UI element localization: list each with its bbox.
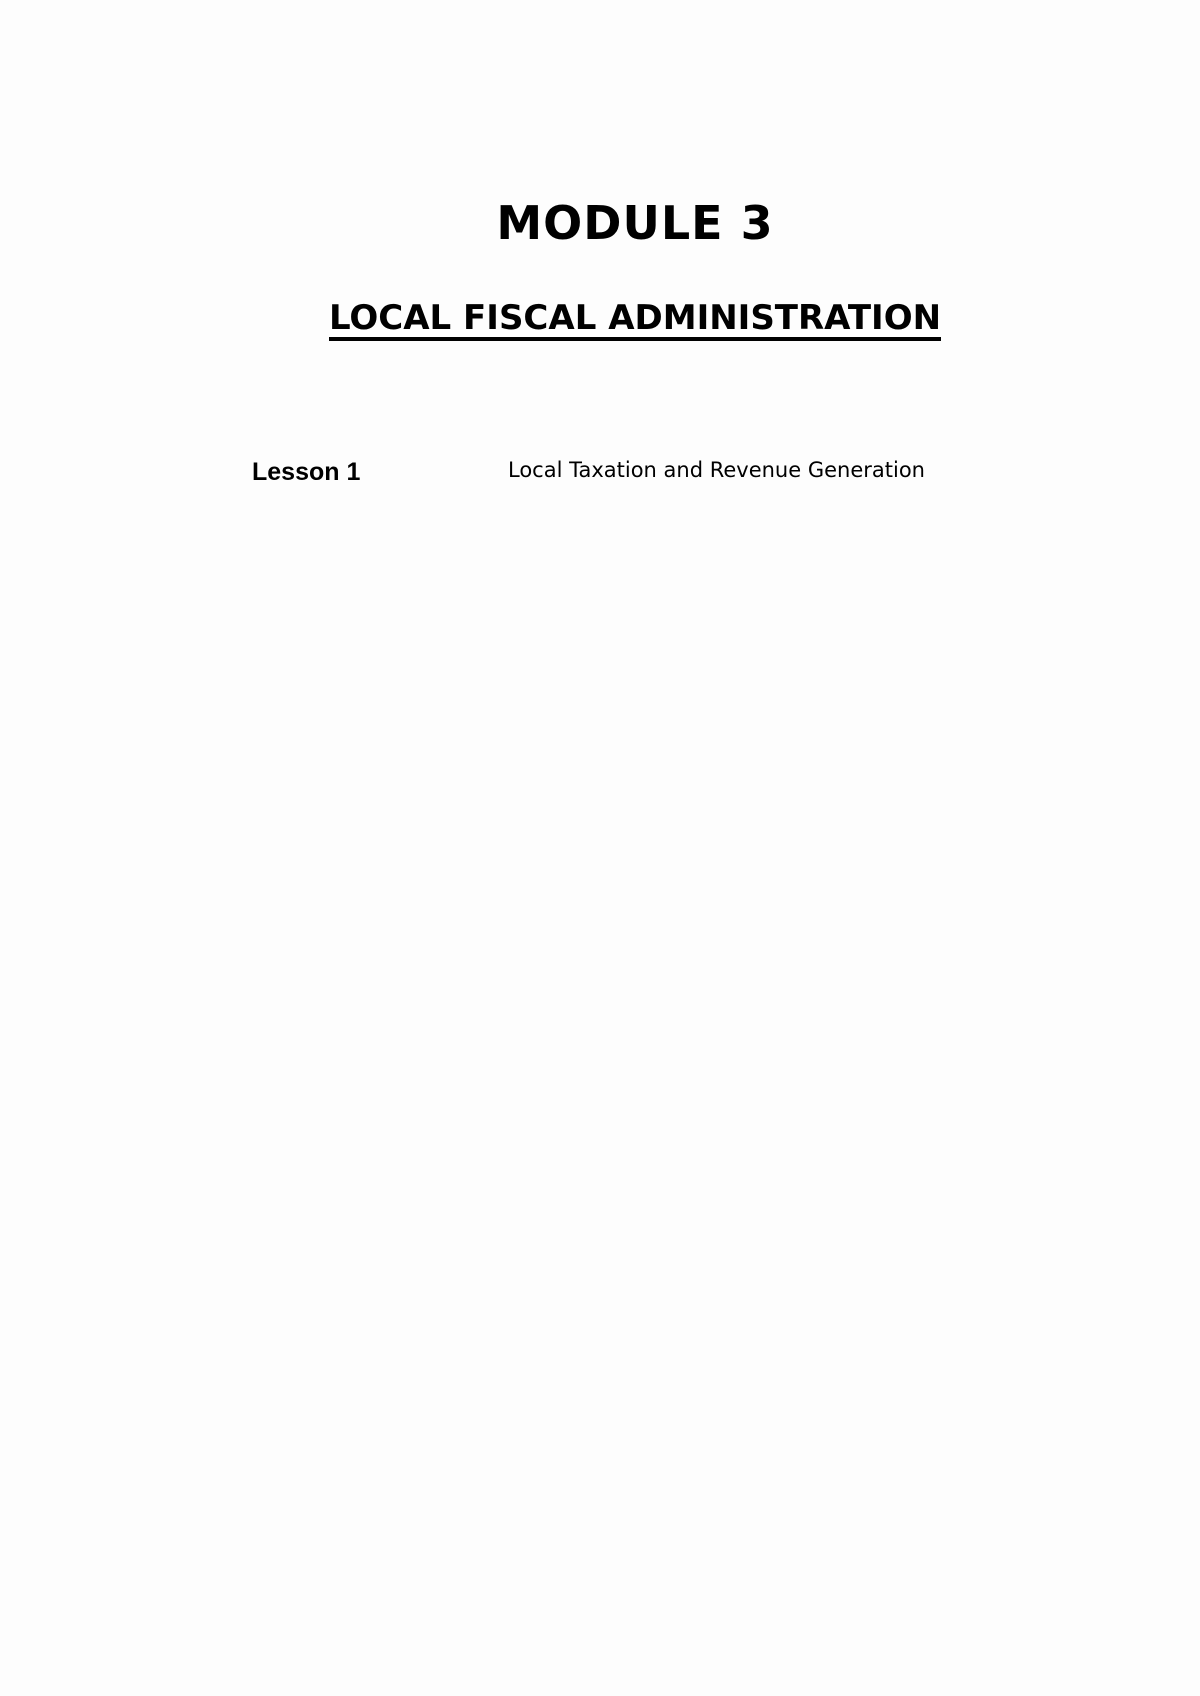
module-title: MODULE 3 — [496, 196, 774, 250]
lesson-row — [252, 458, 1012, 498]
lesson-label: Lesson 1 — [252, 458, 361, 486]
lesson-title: Local Taxation and Revenue Generation — [508, 458, 925, 482]
module-subtitle — [0, 298, 1200, 341]
module-subtitle-text: LOCAL FISCAL ADMINISTRATION — [329, 301, 941, 341]
